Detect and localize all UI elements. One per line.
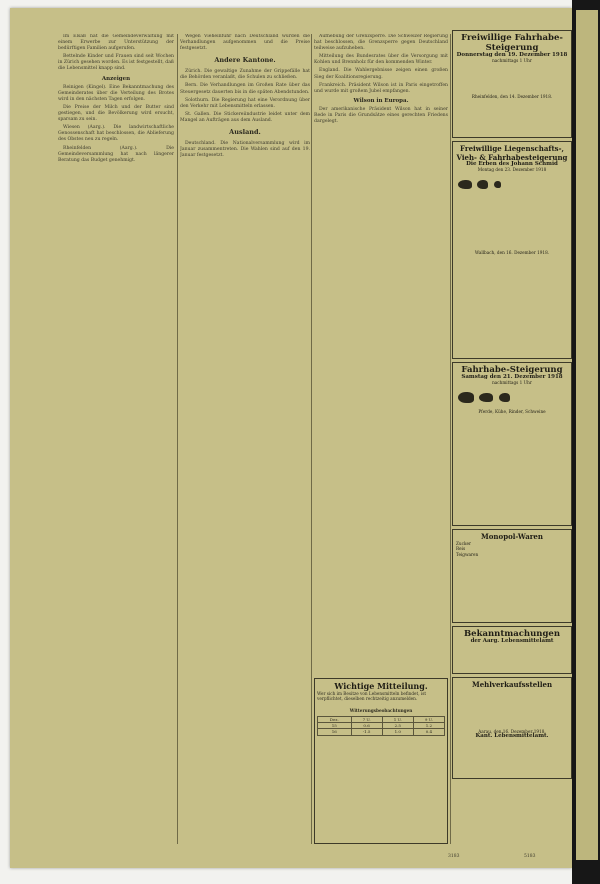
c2-heading-abroad: Ausland. bbox=[229, 128, 261, 137]
ad-title: Fahrhabe-Steigerung bbox=[461, 365, 563, 375]
advertisement-column bbox=[452, 30, 572, 840]
table-cell: -1.5 bbox=[351, 729, 382, 735]
table-cell: 0.4 bbox=[413, 729, 444, 735]
table-cell: 1.0 bbox=[382, 729, 413, 735]
newspaper-page bbox=[10, 8, 572, 868]
ad-line: Pferde, Kühe, Rinder, Schweine bbox=[478, 408, 546, 414]
notice-text: Wer sich im Besitze von Lebensmitteln befindet, ist verpflichtet, dieselben rechtzeitig anzumelden. bbox=[317, 691, 427, 702]
ad-line: Samstag den 21. Dezember 1918 bbox=[461, 374, 563, 380]
ad-line: Die Erben des Johann Schmid bbox=[466, 161, 558, 167]
notice-title: Wichtige Mitteilung. bbox=[334, 681, 428, 691]
column-rule-2 bbox=[311, 34, 312, 844]
ad-line: Donnerstag den 19. Dezember 1918 bbox=[456, 52, 568, 58]
ad-monopol-waren bbox=[452, 529, 572, 623]
ad-title: Mehlverkaufsstellen bbox=[471, 680, 553, 689]
column-rule-1 bbox=[177, 34, 178, 844]
c2-heading-other-cantons: Andere Kantone. bbox=[214, 56, 276, 65]
ad-line: Reis bbox=[456, 546, 466, 552]
c2-paragraph-5: St. Gallen. Die Stickereiindustrie leidet unter dem Mangel an Aufträgen aus dem Ausland. bbox=[180, 111, 310, 123]
ad-line: nachmittags 1 Uhr bbox=[492, 58, 532, 64]
ad-line: Teigwaren bbox=[456, 551, 479, 557]
column-3 bbox=[314, 34, 448, 674]
ad-title: Monopol-Waren bbox=[481, 532, 543, 541]
notice-section bbox=[314, 678, 448, 846]
table-cell: Dez. bbox=[318, 716, 352, 722]
page-number-left: 3183 bbox=[448, 854, 460, 859]
ad-fahrhabe-steigerung-1 bbox=[452, 30, 572, 138]
table-cell: 2.5 bbox=[382, 723, 413, 729]
ad-liegenschafts-steigerung bbox=[452, 141, 572, 359]
cow-icon bbox=[458, 180, 472, 189]
c2-paragraph-2: Zürich. Die gewaltige Zunahme der Grippefälle hat die Behörden veranlaßt, die Schulen zu schließen. bbox=[180, 69, 310, 81]
c2-paragraph-1: Wegen Vieheinfuhr nach Deutschland wurden die Verhandlungen aufgenommen und die Preise festgesetzt. bbox=[180, 34, 310, 52]
c1-paragraph-3: Reinigen (Kingel). Eine Bekanntmachung des Gemeinderates über die Verteilung des Brotes wird in den nächsten Tagen erfolgen. bbox=[58, 84, 174, 102]
c1-paragraph-5: Wiesen (Aarg.). Die landwirtschaftliche Genossenschaft hat beschlossen, die Ablieferung des Obstes neu zu regeln. bbox=[58, 125, 174, 143]
livestock-icons-2 bbox=[456, 391, 568, 404]
table-cell: 0.6 bbox=[351, 723, 382, 729]
c1-paragraph-2: Bettelnde Kinder und Frauen sind seit Wochen in Zürich gesehen worden. Es ist festgestellt, daß die Lebensmittel knapp sind. bbox=[58, 54, 174, 72]
ad-line: Rheinfelden, den 14. Dezember 1918. bbox=[471, 93, 553, 99]
c3-paragraph-5: Der amerikanische Präsident Wilson hat in seiner Rede in Paris die Grundsätze eines gerechten Friedens dargelegt. bbox=[314, 106, 448, 125]
ad-line: nachmittags 1 Uhr bbox=[492, 380, 532, 386]
c2-paragraph-3: Bern. Die Verhandlungen im Großen Rate über das Steuergesetz dauerten bis in die späten Abendstunden. bbox=[180, 83, 310, 95]
pig-icon bbox=[477, 180, 488, 189]
ad-title: Freiwillige Fahrhabe-Steigerung bbox=[461, 33, 563, 53]
ad-line: Wallbach, den 16. Dezember 1918. bbox=[474, 249, 550, 255]
c1-paragraph-4: Die Preise der Milch und der Butter sind gestiegen, und die Bevölkerung wird ersucht, sparsam zu sein. bbox=[58, 104, 174, 123]
c2-paragraph-6: Deutschland. Die Nationalversammlung wird im Januar zusammentreten. Die Wahlen sind auf den 19. Januar festgesetzt. bbox=[180, 141, 310, 159]
c1-heading: Anzeigen bbox=[101, 75, 131, 82]
c3-paragraph-4: Frankreich. Präsident Wilson ist in Paris eingetroffen und wurde mit großem Jubel empfangen. bbox=[314, 82, 448, 94]
book-edge bbox=[572, 0, 600, 884]
c3-paragraph-2: Mitteilung des Bundesrates über die Versorgung mit Kohlen und Brennholz für den kommenden Winter. bbox=[314, 54, 448, 66]
ad-line: Aarau, den 16. Dezember 1918. bbox=[478, 729, 546, 734]
horse-icon bbox=[458, 392, 474, 403]
ad-title: Freiwillige Liegenschafts-, Vieh- & Fahrhabesteigerung bbox=[456, 144, 568, 162]
c2-paragraph-4: Solothurn. Die Regierung hat eine Verordnung über den Verkehr mit Lebensmitteln erlassen. bbox=[180, 97, 310, 109]
livestock-icons bbox=[456, 179, 568, 190]
column-2 bbox=[180, 34, 310, 844]
weather-caption: Witterungsbeobachtungen bbox=[349, 707, 413, 713]
hen-icon bbox=[494, 181, 501, 188]
column-1 bbox=[58, 34, 174, 844]
c3-paragraph-3: England. Die Wahlergebnisse zeigen einen großen Sieg der Koalitionsregierung. bbox=[314, 68, 448, 80]
table-cell: 15 bbox=[318, 723, 352, 729]
table-cell: 1.2 bbox=[413, 723, 444, 729]
table-cell: 16 bbox=[318, 729, 352, 735]
c3-heading-wilson: Wilson in Europa. bbox=[353, 97, 409, 104]
table-cell: 7 U. bbox=[351, 716, 382, 722]
cow-icon bbox=[479, 393, 493, 402]
ad-title: Bekanntmachungen bbox=[463, 629, 561, 639]
table-row bbox=[318, 729, 445, 735]
ad-bekanntmachungen bbox=[452, 626, 572, 674]
ad-mehlverkaufsstellen bbox=[452, 677, 572, 779]
pig-icon bbox=[499, 393, 510, 402]
ad-fahrhabe-steigerung-2 bbox=[452, 362, 572, 526]
column-rule-3 bbox=[450, 34, 451, 844]
c3-paragraph-1: Aufhebung der Grenzsperre. Die Schweizer Regierung hat beschlossen, die Grenzsperre gegen Deutschland teilweise aufzuheben. bbox=[314, 34, 448, 52]
ad-line: der Aarg. Lebensmittelamt bbox=[470, 638, 554, 644]
ad-line: Montag den 23. Dezember 1918 bbox=[477, 167, 547, 173]
notice-box bbox=[314, 678, 448, 844]
c1-paragraph-6: Rheinfelden (Aarg.). Die Gemeindeversammlung hat nach längerer Beratung das Budget genehmigt. bbox=[58, 145, 174, 163]
next-page-edge bbox=[576, 10, 598, 860]
page-number-right: 5183 bbox=[524, 854, 536, 859]
ad-line: Kant. Lebensmittelamt. bbox=[475, 733, 549, 740]
table-cell: 1 U. bbox=[382, 716, 413, 722]
c1-paragraph-1: Im Elsaß hat die Gemeindeverwaltung mit einem Erwerbe zur Unterstützung der bedürftigen Familien aufgerufen. bbox=[58, 34, 174, 52]
table-cell: 9 U. bbox=[413, 716, 444, 722]
weather-table bbox=[317, 716, 445, 736]
ad-line: Zucker bbox=[456, 541, 471, 546]
